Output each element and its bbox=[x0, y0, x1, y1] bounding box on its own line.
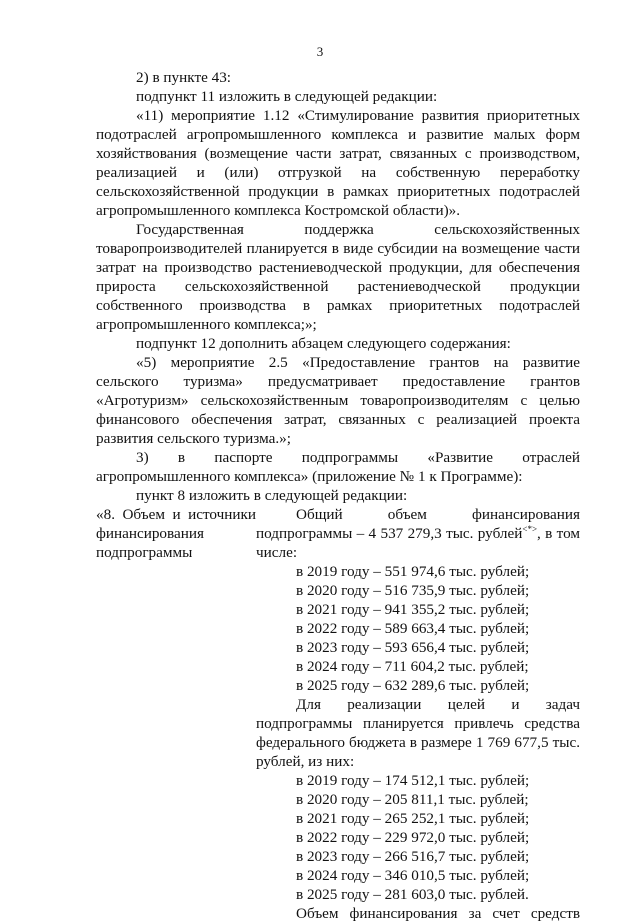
paragraph-subpoint-12: подпункт 12 дополнить абзацем следующего содержания: bbox=[136, 335, 511, 352]
list-item: в 2020 году – 516 735,9 тыс. рублей; bbox=[296, 582, 530, 599]
list-item: в 2019 году – 551 974,6 тыс. рублей; bbox=[296, 563, 530, 580]
list-item: в 2019 году – 174 512,1 тыс. рублей; bbox=[296, 772, 530, 789]
list-item: в 2020 году – 205 811,1 тыс. рублей; bbox=[296, 791, 529, 808]
total-financing-text bbox=[256, 505, 580, 562]
total-years-list bbox=[256, 562, 580, 695]
list-item: в 2022 году – 229 972,0 тыс. рублей; bbox=[296, 829, 530, 846]
paragraph-measure-1-12: «11) мероприятие 1.12 «Стимулирование развития приоритетных подотраслей агропромышленного комплекса и развитие малых форм хозяйствования (возмещение части затрат, связанных с производством, реализацией и (или) отгрузкой на собственную переработку сельскохозяйственной продукции в рамках приоритетных подотраслей агропромышленного комплекса Костромской области)». bbox=[96, 107, 580, 219]
federal-years-list bbox=[256, 771, 580, 904]
list-item: в 2024 году – 711 604,2 тыс. рублей; bbox=[296, 658, 529, 675]
total-financing-main: Общий объем финансирования подпрограммы – 4 537 279,3 тыс. рублей bbox=[256, 506, 580, 542]
list-item: в 2023 году – 266 516,7 тыс. рублей; bbox=[296, 848, 530, 865]
regional-budget-text: Объем финансирования за счет средств bbox=[296, 905, 580, 922]
paragraph-subpoint-11: подпункт 11 изложить в следующей редакции: bbox=[136, 88, 438, 105]
footnote-mark: <*> bbox=[522, 523, 538, 534]
list-item: в 2024 году – 346 010,5 тыс. рублей; bbox=[296, 867, 530, 884]
list-item: в 2025 году – 281 603,0 тыс. рублей. bbox=[296, 886, 529, 903]
table-left-label: «8. Объем и источники финансирования подпрограммы bbox=[96, 506, 256, 561]
paragraph-point-8: пункт 8 изложить в следующей редакции: bbox=[136, 487, 408, 504]
list-item: в 2022 году – 589 663,4 тыс. рублей; bbox=[296, 620, 530, 637]
paragraph-item-2: 2) в пункте 43: bbox=[136, 69, 232, 86]
page-number: 3 bbox=[316, 44, 324, 59]
list-item: в 2025 году – 632 289,6 тыс. рублей; bbox=[296, 677, 530, 694]
list-item: в 2021 году – 265 252,1 тыс. рублей; bbox=[296, 810, 530, 827]
paragraph-measure-2-5: «5) мероприятие 2.5 «Предоставление грантов на развитие сельского туризма» предусматривает предоставление грантов «Агротуризм» сельскохозяйственным товаропроизводителям с целью финансового обеспечения затрат, связанных с реализацией проекта развития сельского туризма.»; bbox=[96, 354, 580, 447]
document-body bbox=[96, 68, 580, 923]
table-right-content bbox=[256, 505, 580, 923]
total-financing-tail: , в том числе: bbox=[256, 525, 580, 561]
list-item: в 2021 году – 941 355,2 тыс. рублей; bbox=[296, 601, 530, 618]
list-item: в 2023 году – 593 656,4 тыс. рублей; bbox=[296, 639, 530, 656]
paragraph-state-support: Государственная поддержка сельскохозяйственных товаропроизводителей планируется в виде субсидии на возмещение части затрат на производство растениеводческой продукции, для обеспечения прироста сельскохозяйственной растениеводческой продукции собственного производства в рамках приоритетных подотраслей агропромышленного комплекса;»; bbox=[96, 221, 580, 333]
paragraph-item-3: 3) в паспорте подпрограммы «Развитие отраслей агропромышленного комплекса» (приложение № 1 к Программе): bbox=[96, 449, 580, 485]
federal-budget-text: Для реализации целей и задач подпрограммы планируется привлечь средства федерального бюджета в размере 1 769 677,5 тыс. рублей, из них: bbox=[256, 696, 580, 770]
passport-table bbox=[96, 505, 580, 923]
